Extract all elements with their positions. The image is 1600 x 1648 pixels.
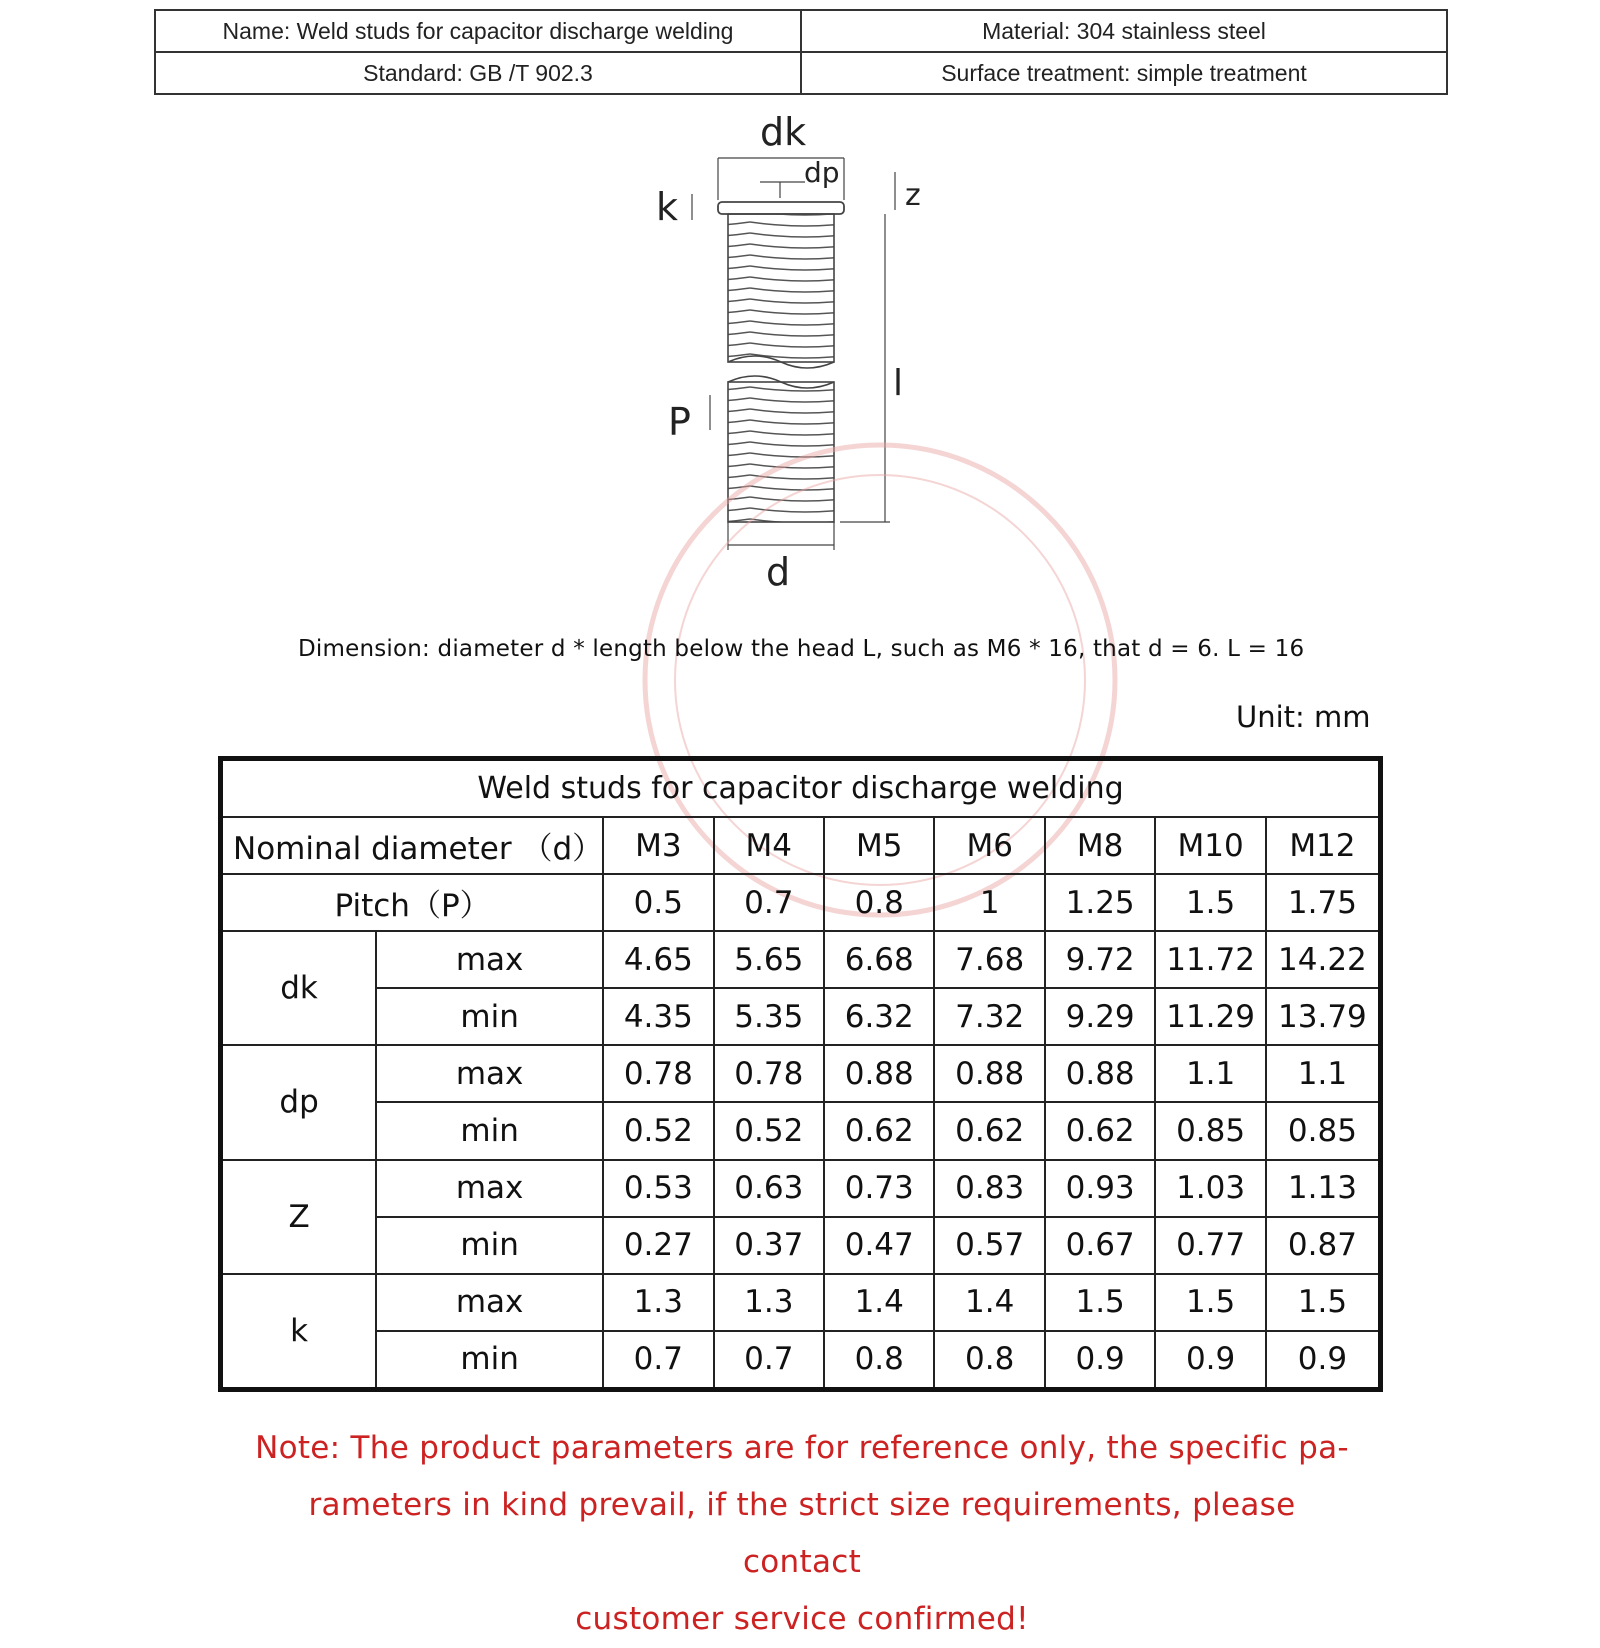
table-cell: 0.5 — [603, 874, 713, 931]
table-cell: 0.8 — [824, 1331, 934, 1390]
table-cell: 0.85 — [1155, 1102, 1265, 1159]
nominal-diameter-header: Nominal diameter （d） — [221, 817, 604, 874]
dk-label: dk — [760, 110, 807, 154]
table-cell: 1.3 — [714, 1274, 824, 1331]
table-cell: 0.93 — [1045, 1160, 1155, 1217]
table-row — [221, 874, 1381, 931]
table-row — [221, 1274, 1381, 1331]
table-row — [221, 1160, 1381, 1217]
table-cell: 0.62 — [1045, 1102, 1155, 1159]
table-cell: 13.79 — [1266, 988, 1381, 1045]
table-cell: 7.32 — [934, 988, 1044, 1045]
table-cell: 0.7 — [603, 1331, 713, 1390]
max-label: max — [376, 1274, 603, 1331]
table-cell: 5.35 — [714, 988, 824, 1045]
table-cell: 0.37 — [714, 1217, 824, 1274]
table-cell: 0.47 — [824, 1217, 934, 1274]
table-cell: 1.25 — [1045, 874, 1155, 931]
table-cell: 1.75 — [1266, 874, 1381, 931]
info-table — [154, 9, 1448, 95]
table-cell: 0.27 — [603, 1217, 713, 1274]
info-row — [155, 10, 1447, 52]
table-cell: 4.65 — [603, 931, 713, 988]
table-cell: 0.52 — [603, 1102, 713, 1159]
dp-label: dp — [804, 156, 840, 189]
table-cell: 1.4 — [824, 1274, 934, 1331]
reference-note — [252, 1420, 1352, 1648]
table-cell: 0.52 — [714, 1102, 824, 1159]
table-cell: 11.72 — [1155, 931, 1265, 988]
table-cell: 0.62 — [824, 1102, 934, 1159]
table-cell: 0.9 — [1155, 1331, 1265, 1390]
min-label: min — [376, 1331, 603, 1390]
size-header: M12 — [1266, 817, 1381, 874]
d-label: d — [766, 550, 791, 594]
material: Material: 304 stainless steel — [801, 10, 1447, 52]
table-cell: 0.87 — [1266, 1217, 1381, 1274]
k-label: k — [656, 185, 679, 229]
p-label: P — [668, 400, 691, 444]
size-header: M3 — [603, 817, 713, 874]
table-cell: 1.5 — [1155, 1274, 1265, 1331]
table-cell: 1.5 — [1155, 874, 1265, 931]
spec-table — [218, 756, 1383, 1392]
standard: Standard: GB /T 902.3 — [155, 52, 801, 94]
table-cell: 1.1 — [1266, 1045, 1381, 1102]
table-cell: 0.63 — [714, 1160, 824, 1217]
surface-treatment: Surface treatment: simple treatment — [801, 52, 1447, 94]
min-label: min — [376, 988, 603, 1045]
table-row — [221, 988, 1381, 1045]
table-cell: 0.62 — [934, 1102, 1044, 1159]
table-cell: 6.32 — [824, 988, 934, 1045]
group-label: Z — [221, 1160, 377, 1274]
table-cell: 11.29 — [1155, 988, 1265, 1045]
note-line: Note: The product parameters are for reference only, the specific pa- — [255, 1430, 1349, 1466]
min-label: min — [376, 1102, 603, 1159]
unit-label: Unit: mm — [1236, 700, 1371, 734]
size-header: M6 — [934, 817, 1044, 874]
table-title-row — [221, 759, 1381, 818]
table-cell: 1.4 — [934, 1274, 1044, 1331]
min-label: min — [376, 1217, 603, 1274]
max-label: max — [376, 931, 603, 988]
table-cell: 7.68 — [934, 931, 1044, 988]
table-cell: 0.88 — [1045, 1045, 1155, 1102]
table-cell: 0.8 — [934, 1331, 1044, 1390]
table-title: Weld studs for capacitor discharge welding — [221, 759, 1381, 818]
table-cell: 0.77 — [1155, 1217, 1265, 1274]
table-row — [221, 1045, 1381, 1102]
group-label: k — [221, 1274, 377, 1390]
table-cell: 0.8 — [824, 874, 934, 931]
table-cell: 5.65 — [714, 931, 824, 988]
table-cell: 6.68 — [824, 931, 934, 988]
table-row — [221, 1217, 1381, 1274]
table-cell: 1.3 — [603, 1274, 713, 1331]
pitch-header: Pitch（P） — [221, 874, 604, 931]
z-label: z — [905, 178, 921, 213]
group-label: dp — [221, 1045, 377, 1159]
table-cell: 0.7 — [714, 874, 824, 931]
table-row — [221, 931, 1381, 988]
table-cell: 1.1 — [1155, 1045, 1265, 1102]
table-cell: 0.88 — [824, 1045, 934, 1102]
table-cell: 4.35 — [603, 988, 713, 1045]
size-header: M8 — [1045, 817, 1155, 874]
max-label: max — [376, 1045, 603, 1102]
table-row — [221, 1102, 1381, 1159]
l-label: l — [893, 363, 904, 404]
table-cell: 0.7 — [714, 1331, 824, 1390]
table-cell: 0.78 — [714, 1045, 824, 1102]
product-name: Name: Weld studs for capacitor discharge welding — [155, 10, 801, 52]
table-cell: 0.9 — [1045, 1331, 1155, 1390]
table-cell: 1.5 — [1045, 1274, 1155, 1331]
table-cell: 0.83 — [934, 1160, 1044, 1217]
table-cell: 0.53 — [603, 1160, 713, 1217]
table-cell: 0.57 — [934, 1217, 1044, 1274]
table-cell: 1.5 — [1266, 1274, 1381, 1331]
table-cell: 0.78 — [603, 1045, 713, 1102]
table-cell: 0.9 — [1266, 1331, 1381, 1390]
table-cell: 0.88 — [934, 1045, 1044, 1102]
table-cell: 1 — [934, 874, 1044, 931]
info-row — [155, 52, 1447, 94]
note-line: customer service confirmed! — [575, 1601, 1029, 1637]
table-cell: 1.03 — [1155, 1160, 1265, 1217]
table-cell: 1.13 — [1266, 1160, 1381, 1217]
weld-stud-drawing — [640, 110, 960, 630]
table-row — [221, 1331, 1381, 1390]
table-cell: 14.22 — [1266, 931, 1381, 988]
group-label: dk — [221, 931, 377, 1045]
dimension-note: Dimension: diameter d * length below the head L, such as M6 * 16, that d = 6. L = 16 — [298, 636, 1305, 662]
table-cell: 9.29 — [1045, 988, 1155, 1045]
size-header: M4 — [714, 817, 824, 874]
size-header: M5 — [824, 817, 934, 874]
table-cell: 0.85 — [1266, 1102, 1381, 1159]
note-line: rameters in kind prevail, if the strict size requirements, please contact — [308, 1487, 1296, 1580]
size-header: M10 — [1155, 817, 1265, 874]
table-cell: 9.72 — [1045, 931, 1155, 988]
max-label: max — [376, 1160, 603, 1217]
table-cell: 0.73 — [824, 1160, 934, 1217]
table-cell: 0.67 — [1045, 1217, 1155, 1274]
table-row — [221, 817, 1381, 874]
